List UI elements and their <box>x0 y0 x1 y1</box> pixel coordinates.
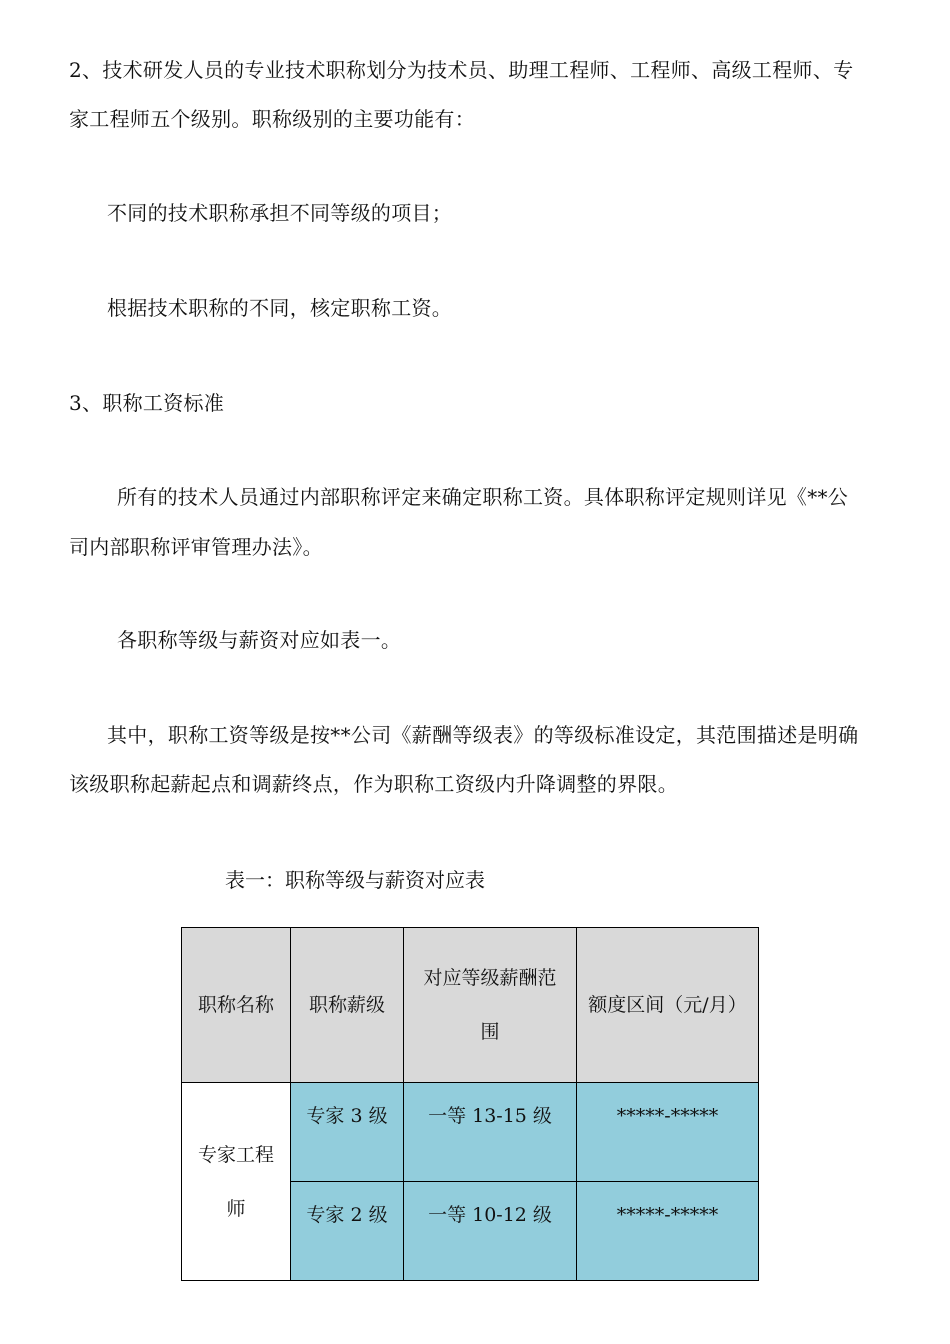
paragraph-2: 不同的技术职称承担不同等级的项目； <box>107 201 453 225</box>
paragraph-3: 根据技术职称的不同，核定职称工资。 <box>107 296 453 320</box>
header-title-name: 职称名称 <box>182 928 291 1083</box>
level-cell: 专家 3 级 <box>291 1083 404 1182</box>
group-name-cell: 专家工程师 <box>182 1083 291 1281</box>
paragraph-5-line-1: 所有的技术人员通过内部职称评定来确定职称工资。具体职称评定规则详见《**公 <box>117 485 849 509</box>
table-header-row <box>182 928 759 1083</box>
header-amount-range: 额度区间（元/月） <box>577 928 759 1083</box>
header-grade-range: 对应等级薪酬范围 <box>404 928 577 1083</box>
section-heading: 3、职称工资标准 <box>69 391 225 415</box>
paragraph-6: 各职称等级与薪资对应如表一。 <box>117 628 402 652</box>
table-row <box>182 1083 759 1182</box>
header-title-level: 职称薪级 <box>291 928 404 1083</box>
salary-table <box>181 927 759 1281</box>
level-cell: 专家 2 级 <box>291 1182 404 1281</box>
grade-cell: 一等 10-12 级 <box>404 1182 577 1281</box>
paragraph-7-line-2: 该级职称起薪起点和调薪终点，作为职称工资级内升降调整的界限。 <box>69 772 678 796</box>
grade-cell: 一等 13-15 级 <box>404 1083 577 1182</box>
paragraph-1-line-1: 2、技术研发人员的专业技术职称划分为技术员、助理工程师、工程师、高级工程师、专 <box>69 58 854 82</box>
paragraph-1-line-2: 家工程师五个级别。职称级别的主要功能有： <box>69 107 475 131</box>
amount-cell: *****-***** <box>577 1182 759 1281</box>
paragraph-7-line-1: 其中，职称工资等级是按**公司《薪酬等级表》的等级标准设定，其范围描述是明确 <box>107 723 859 747</box>
table-caption: 表一：职称等级与薪资对应表 <box>225 868 485 892</box>
amount-cell: *****-***** <box>577 1083 759 1182</box>
paragraph-5-line-2: 司内部职称评审管理办法》。 <box>69 535 323 559</box>
